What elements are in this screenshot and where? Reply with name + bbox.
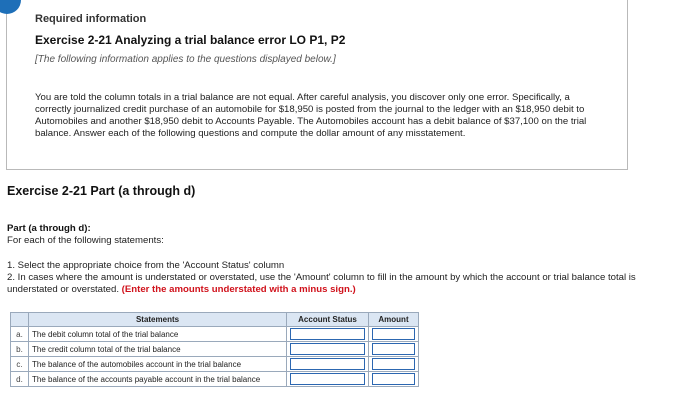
table-row xyxy=(11,372,419,387)
amount-input[interactable] xyxy=(369,342,419,357)
amount-input[interactable] xyxy=(369,327,419,342)
account-status-select[interactable] xyxy=(287,357,369,372)
header-amount: Amount xyxy=(369,313,419,327)
table-row xyxy=(11,327,419,342)
part-subtitle: For each of the following statements: xyxy=(7,235,164,246)
header-statements: Statements xyxy=(29,313,287,327)
required-information-panel xyxy=(6,0,628,170)
part-label: Part (a through d): xyxy=(7,223,91,234)
required-info-heading: Required information xyxy=(35,13,147,25)
amount-field[interactable] xyxy=(372,343,415,355)
instruction-2-text: 2. In cases where the amount is understated or overstated, use the 'Amount' column to fill in the amount by which the account or trial balance total is understated or overstated. xyxy=(7,272,636,295)
account-status-field[interactable] xyxy=(290,343,365,355)
amount-input[interactable] xyxy=(369,372,419,387)
header-account-status: Account Status xyxy=(287,313,369,327)
instruction-warning: (Enter the amounts understated with a minus sign.) xyxy=(121,284,356,295)
account-status-field[interactable] xyxy=(290,328,365,340)
amount-input[interactable] xyxy=(369,357,419,372)
exercise-title: Exercise 2-21 Analyzing a trial balance error LO P1, P2 xyxy=(35,33,346,47)
instructions xyxy=(7,260,647,296)
row-statement: The balance of the automobiles account in the trial balance xyxy=(29,357,287,372)
part-heading: Exercise 2-21 Part (a through d) xyxy=(7,184,196,198)
table-header-row xyxy=(11,313,419,327)
table-row xyxy=(11,342,419,357)
row-statement: The credit column total of the trial balance xyxy=(29,342,287,357)
row-letter: c. xyxy=(11,357,29,372)
instruction-1: 1. Select the appropriate choice from the 'Account Status' column xyxy=(7,260,285,271)
instruction-2 xyxy=(7,272,647,296)
row-statement: The balance of the accounts payable account in the trial balance xyxy=(29,372,287,387)
header-letter-cell xyxy=(11,313,29,327)
row-letter: a. xyxy=(11,327,29,342)
account-status-select[interactable] xyxy=(287,327,369,342)
row-statement: The debit column total of the trial balance xyxy=(29,327,287,342)
problem-paragraph: You are told the column totals in a trial balance are not equal. After careful analysis, you discover only one error. Specifically, a correctly journalized credit purchase of an automobile for $18,950 is posted from the journal to the ledger with an $18,950 debit to Automobiles and another $18,950 debit to Accounts Payable. The Automobiles account has a debit balance of $37,100 on the trial balance. Answer each of the following questions and compute the dollar amount of any misstatement. xyxy=(35,92,587,140)
account-status-field[interactable] xyxy=(290,358,365,370)
statements-table xyxy=(10,312,419,387)
account-status-field[interactable] xyxy=(290,373,365,385)
amount-field[interactable] xyxy=(372,328,415,340)
info-badge-icon xyxy=(0,0,21,14)
amount-field[interactable] xyxy=(372,373,415,385)
row-letter: b. xyxy=(11,342,29,357)
account-status-select[interactable] xyxy=(287,342,369,357)
row-letter: d. xyxy=(11,372,29,387)
account-status-select[interactable] xyxy=(287,372,369,387)
table-row xyxy=(11,357,419,372)
amount-field[interactable] xyxy=(372,358,415,370)
applies-note: [The following information applies to the questions displayed below.] xyxy=(35,54,336,65)
